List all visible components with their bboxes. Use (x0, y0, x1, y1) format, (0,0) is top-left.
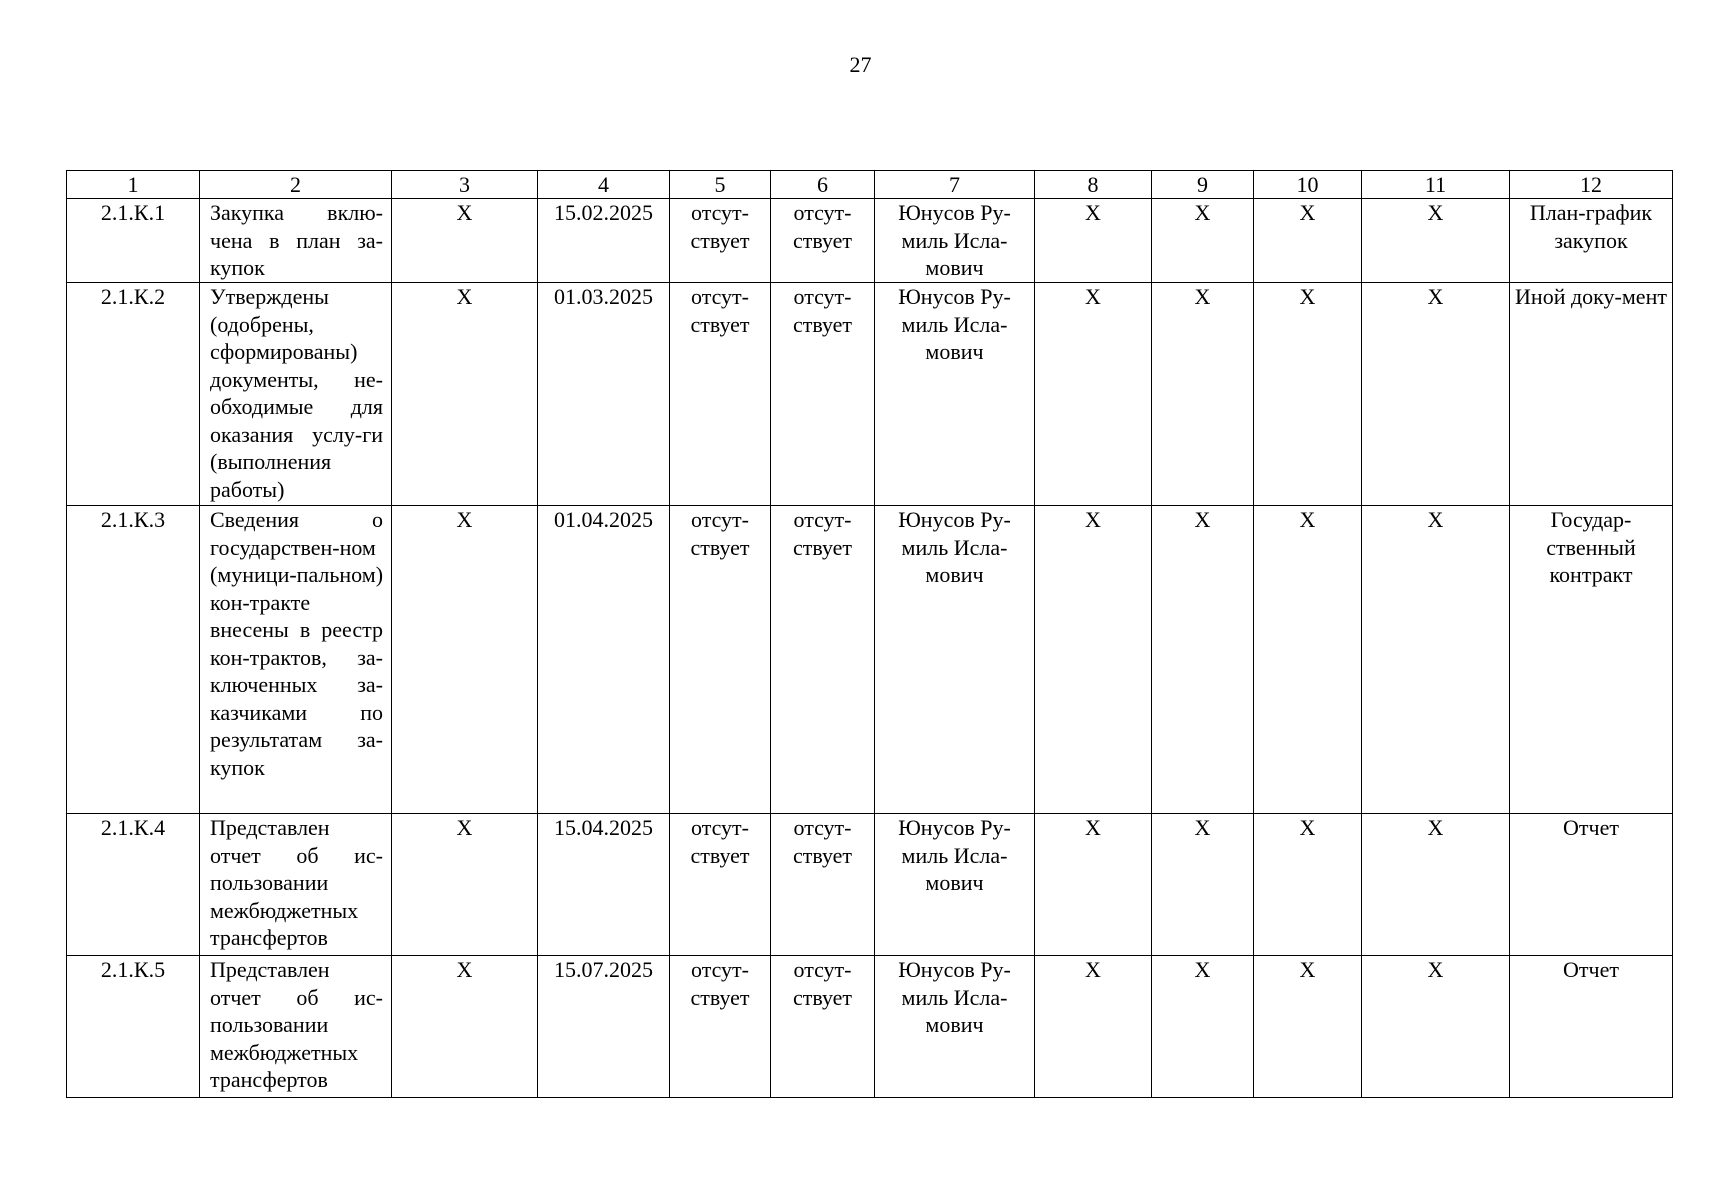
cell-x: X (1152, 283, 1254, 506)
cell-x: X (1035, 199, 1152, 283)
document-type: Отчет (1510, 814, 1673, 956)
cell-absent: отсут-ствует (670, 814, 771, 956)
cell-absent: отсут-ствует (670, 506, 771, 814)
responsible-person: Юнусов Ру-миль Исла-мович (875, 506, 1035, 814)
column-number: 4 (538, 171, 670, 199)
cell-absent: отсут-ствует (670, 199, 771, 283)
cell-x: X (392, 283, 538, 506)
cell-absent: отсут-ствует (771, 283, 875, 506)
column-number: 2 (200, 171, 392, 199)
point-name: Закупка вклю-чена в план за-купок (200, 199, 392, 283)
cell-x: X (1362, 506, 1510, 814)
cell-x: X (1362, 956, 1510, 1098)
responsible-person: Юнусов Ру-миль Исла-мович (875, 283, 1035, 506)
cell-x: X (1362, 199, 1510, 283)
control-points-table (66, 170, 1673, 1098)
cell-x: X (1035, 814, 1152, 956)
column-number: 7 (875, 171, 1035, 199)
responsible-person: Юнусов Ру-миль Исла-мович (875, 814, 1035, 956)
cell-absent: отсут-ствует (771, 956, 875, 1098)
table-row (67, 283, 1673, 506)
document-type: План-график закупок (1510, 199, 1673, 283)
cell-x: X (1152, 956, 1254, 1098)
cell-x: X (392, 199, 538, 283)
column-number-row (67, 171, 1673, 199)
cell-x: X (1152, 814, 1254, 956)
cell-x: X (1254, 199, 1362, 283)
deadline-date: 01.04.2025 (538, 506, 670, 814)
point-name: Представлен отчет об ис-пользовании межбюджетных трансфертов (200, 814, 392, 956)
cell-absent: отсут-ствует (670, 283, 771, 506)
column-number: 6 (771, 171, 875, 199)
deadline-date: 01.03.2025 (538, 283, 670, 506)
table-row (67, 199, 1673, 283)
column-number: 9 (1152, 171, 1254, 199)
cell-x: X (1152, 506, 1254, 814)
point-code: 2.1.К.3 (67, 506, 200, 814)
column-number: 5 (670, 171, 771, 199)
point-code: 2.1.К.4 (67, 814, 200, 956)
cell-x: X (1035, 506, 1152, 814)
column-number: 1 (67, 171, 200, 199)
cell-absent: отсут-ствует (771, 506, 875, 814)
responsible-person: Юнусов Ру-миль Исла-мович (875, 956, 1035, 1098)
cell-absent: отсут-ствует (771, 199, 875, 283)
point-name: Сведения о государствен-ном (муници-пальном) кон-тракте внесены в реестр кон-трактов, за-ключенных за-казчиками по результатам за-купок (200, 506, 392, 814)
cell-x: X (392, 956, 538, 1098)
cell-x: X (1254, 506, 1362, 814)
document-type: Государ-ственный контракт (1510, 506, 1673, 814)
cell-x: X (392, 814, 538, 956)
cell-x: X (1254, 956, 1362, 1098)
table-row (67, 506, 1673, 814)
cell-x: X (392, 506, 538, 814)
point-code: 2.1.К.5 (67, 956, 200, 1098)
cell-absent: отсут-ствует (771, 814, 875, 956)
cell-x: X (1254, 283, 1362, 506)
cell-x: X (1035, 283, 1152, 506)
column-number: 10 (1254, 171, 1362, 199)
column-number: 3 (392, 171, 538, 199)
cell-x: X (1362, 283, 1510, 506)
responsible-person: Юнусов Ру-миль Исла-мович (875, 199, 1035, 283)
page-number: 27 (849, 52, 872, 77)
point-name: Представлен отчет об ис-пользовании межбюджетных трансфертов (200, 956, 392, 1098)
cell-x: X (1035, 956, 1152, 1098)
column-number: 11 (1362, 171, 1510, 199)
table-row (67, 956, 1673, 1098)
point-name: Утверждены (одобрены, сформированы) документы, не-обходимые для оказания услу-ги (выполнения работы) (200, 283, 392, 506)
column-number: 8 (1035, 171, 1152, 199)
deadline-date: 15.07.2025 (538, 956, 670, 1098)
document-type: Иной доку-мент (1510, 283, 1673, 506)
point-code: 2.1.К.1 (67, 199, 200, 283)
point-code: 2.1.К.2 (67, 283, 200, 506)
document-type: Отчет (1510, 956, 1673, 1098)
deadline-date: 15.04.2025 (538, 814, 670, 956)
deadline-date: 15.02.2025 (538, 199, 670, 283)
cell-x: X (1362, 814, 1510, 956)
cell-x: X (1254, 814, 1362, 956)
table-row (67, 814, 1673, 956)
cell-x: X (1152, 199, 1254, 283)
cell-absent: отсут-ствует (670, 956, 771, 1098)
column-number: 12 (1510, 171, 1673, 199)
